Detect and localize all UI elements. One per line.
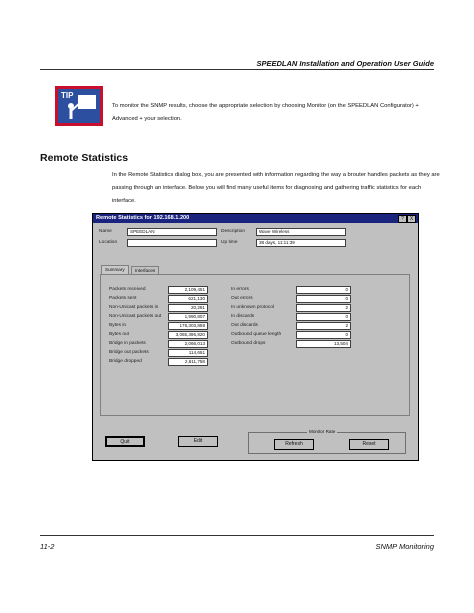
footer-page-number: 11-2 — [40, 542, 55, 551]
stat-value: 20,281 — [168, 304, 208, 312]
uptime-label: Up time — [221, 240, 238, 245]
tab-interfaces[interactable]: Interfaces — [131, 266, 159, 275]
tip-badge: TIP — [61, 91, 74, 100]
page-header-title: SPEEDLAN Installation and Operation User Guide — [256, 59, 434, 68]
stat-label: Out discards — [231, 323, 258, 328]
stat-label: Out errors — [231, 296, 253, 301]
stat-value: 0 — [296, 286, 351, 294]
stat-value: 3,065,396,820 — [168, 331, 208, 339]
description-field[interactable]: Wave Wireless — [256, 228, 346, 236]
stat-value: 2 — [296, 304, 351, 312]
stat-value: 114,651 — [168, 349, 208, 357]
stat-label: Packets received — [109, 287, 146, 292]
stat-label: Bridge dropped — [109, 359, 142, 364]
stat-label: Non-Unicast packets out — [109, 314, 162, 319]
footer-section-name: SNMP Monitoring — [375, 542, 434, 551]
section-body: In the Remote Statistics dialog box, you are presented with information regarding the way a brouter handles packets as they are passing through an interface. Below you will find many useful items for diagnosing and gathering traffic statistics for each interface. — [112, 172, 440, 204]
stat-value: 2,109,451 — [168, 286, 208, 294]
tip-icon-panel — [58, 89, 100, 123]
help-button[interactable]: ? — [398, 215, 407, 223]
monitor-rate-group — [248, 429, 406, 454]
stat-label: Non-Unicast packets in — [109, 305, 159, 310]
tab-summary[interactable]: Summary — [101, 265, 129, 275]
refresh-button[interactable]: Refresh — [274, 439, 314, 450]
stat-label: In discards — [231, 314, 255, 319]
location-label: Location — [99, 240, 118, 245]
stat-value: 621,130 — [168, 295, 208, 303]
stat-value: 0 — [296, 295, 351, 303]
close-button[interactable]: X — [407, 215, 416, 223]
stat-value: 2,611,758 — [168, 358, 208, 366]
reset-button[interactable]: Reset — [349, 439, 389, 450]
stat-value: 2,066,013 — [168, 340, 208, 348]
monitor-rate-label: Monitor Rate — [309, 429, 336, 434]
stat-value: 1,990,807 — [168, 313, 208, 321]
stat-value: 13,504 — [296, 340, 351, 348]
stat-value: 0 — [296, 313, 351, 321]
description-label: Description — [221, 229, 245, 234]
location-field[interactable] — [127, 239, 217, 247]
tip-text: To monitor the SNMP results, choose the appropriate selection by choosing Monitor (on the SPEEDLAN Configurator) + Advanced + your selection. — [112, 103, 419, 122]
stat-label: Bytes in — [109, 323, 127, 328]
header-rule — [40, 69, 434, 70]
statistics-panel — [100, 274, 410, 416]
stat-label: In errors — [231, 287, 249, 292]
footer-rule — [40, 535, 434, 536]
remote-statistics-dialog — [92, 213, 419, 461]
stat-value: 176,303,858 — [168, 322, 208, 330]
presenter-icon — [58, 89, 100, 123]
stat-label: Bridge out packets — [109, 350, 149, 355]
stat-value: 2 — [296, 322, 351, 330]
edit-button[interactable]: Edit — [178, 436, 218, 447]
name-label: Name — [99, 229, 112, 234]
stat-label: Bridge in packets — [109, 341, 146, 346]
section-title: Remote Statistics — [40, 152, 129, 164]
stat-label: Bytes out — [109, 332, 129, 337]
dialog-title: Remote Statistics for 192.168.1.200 — [96, 215, 190, 221]
uptime-field: 38 days, 11:11:39 — [256, 239, 346, 247]
stat-label: Outbound queue length — [231, 332, 282, 337]
tip-icon — [55, 86, 103, 126]
dialog-titlebar — [93, 214, 418, 223]
stat-label: Packets sent — [109, 296, 137, 301]
stat-value: 0 — [296, 331, 351, 339]
stat-label: Outbound drops — [231, 341, 266, 346]
quit-button[interactable]: Quit — [105, 436, 145, 447]
stat-label: In unknown protocol — [231, 305, 274, 310]
name-field[interactable]: SPEEDLAN — [127, 228, 217, 236]
